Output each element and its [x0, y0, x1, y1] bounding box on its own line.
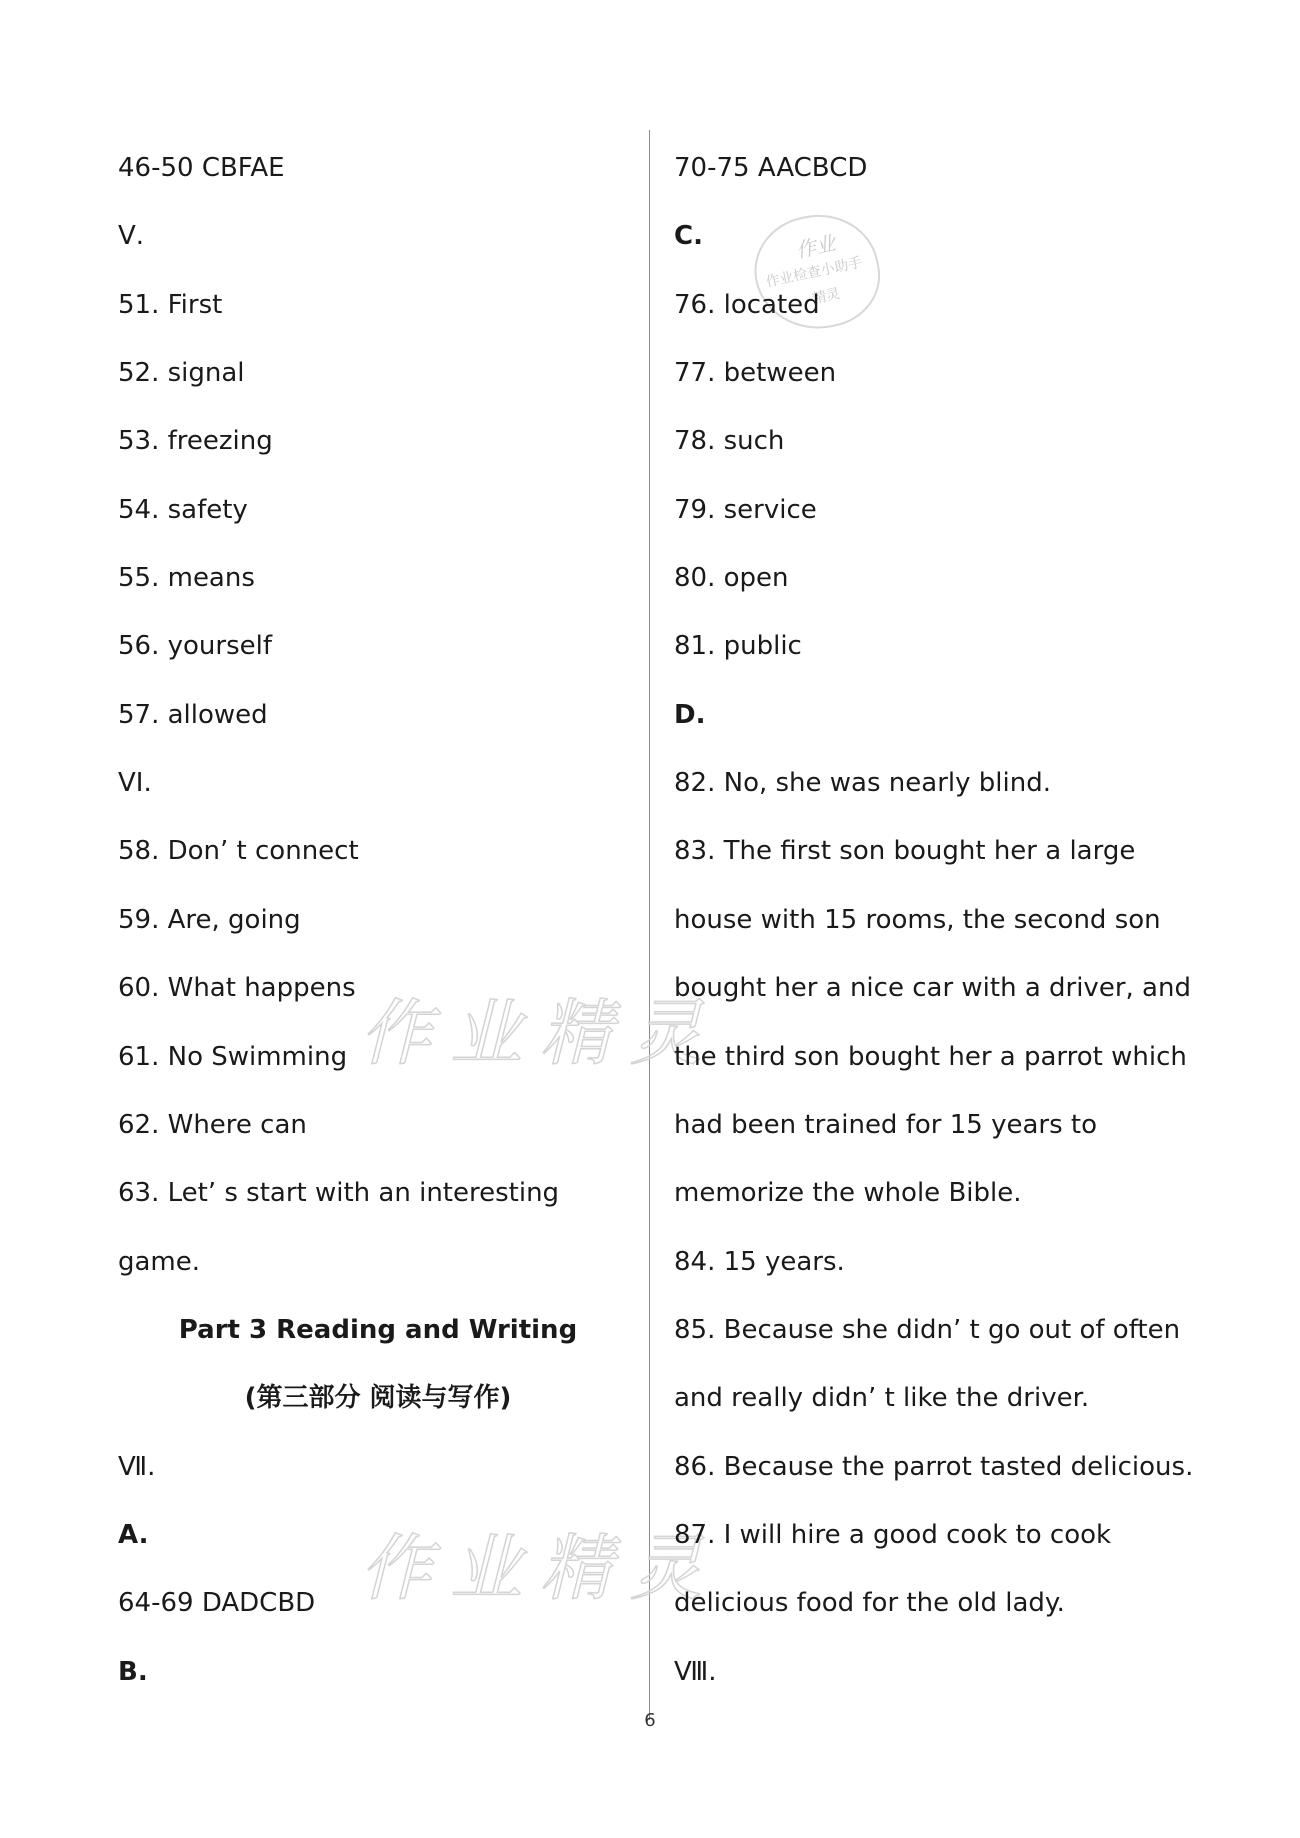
answer-line: 70-75 AACBCD: [674, 153, 868, 183]
answer-line-continued: the third son bought her a parrot which: [674, 1042, 1187, 1072]
answer-line: 86. Because the parrot tasted delicious.: [674, 1452, 1194, 1482]
answer-line: 58. Don’ t connect: [118, 836, 359, 866]
stamp-text-middle: 作业检查小助手: [764, 254, 864, 291]
answer-line: 76. located: [674, 290, 820, 320]
watermark-text: 作业精灵: [360, 991, 721, 1075]
answer-line: 77. between: [674, 358, 837, 388]
answer-line: 81. public: [674, 631, 802, 661]
watermark-text: 作业精灵: [360, 1526, 721, 1610]
answer-line-continued: delicious food for the old lady.: [674, 1588, 1065, 1618]
answer-line: 80. open: [674, 563, 789, 593]
section-label: Ⅷ.: [674, 1657, 717, 1687]
page-number: 6: [644, 1710, 656, 1731]
answer-line: 59. Are, going: [118, 905, 301, 935]
answer-line-continued: had been trained for 15 years to: [674, 1110, 1097, 1140]
answer-line: 60. What happens: [118, 973, 356, 1003]
stamp-text-bottom: 精灵: [810, 285, 842, 308]
part-subheading: (第三部分 阅读与写作): [244, 1383, 512, 1413]
answer-line: 83. The first son bought her a large: [674, 836, 1136, 866]
answer-line: 57. allowed: [118, 700, 268, 730]
answer-line: 56. yourself: [118, 631, 272, 661]
answer-line-continued: and really didn’ t like the driver.: [674, 1383, 1090, 1413]
answer-line-continued: bought her a nice car with a driver, and: [674, 973, 1191, 1003]
answer-line: 87. I will hire a good cook to cook: [674, 1520, 1112, 1550]
subsection-label: C.: [674, 221, 703, 251]
column-divider: [649, 130, 650, 1720]
section-label: Ⅴ.: [118, 221, 145, 251]
subsection-label: D.: [674, 700, 706, 730]
answer-line: 63. Let’ s start with an interesting: [118, 1178, 560, 1208]
answer-line-continued: house with 15 rooms, the second son: [674, 905, 1161, 935]
answer-line: 78. such: [674, 426, 785, 456]
answer-line-continued: memorize the whole Bible.: [674, 1178, 1022, 1208]
answer-line: 54. safety: [118, 495, 248, 525]
stamp-text-top: 作业: [793, 230, 838, 263]
answer-line: 46-50 CBFAE: [118, 153, 285, 183]
section-label: Ⅶ.: [118, 1452, 156, 1482]
section-label: VI.: [118, 768, 152, 798]
answer-line: 85. Because she didn’ t go out of often: [674, 1315, 1181, 1345]
answer-line: 62. Where can: [118, 1110, 307, 1140]
answer-line: 53. freezing: [118, 426, 273, 456]
answer-line: 51. First: [118, 290, 223, 320]
answer-line: 52. signal: [118, 358, 245, 388]
answer-line: 82. No, she was nearly blind.: [674, 768, 1051, 798]
subsection-label: A.: [118, 1520, 149, 1550]
answer-line-continued: game.: [118, 1247, 201, 1277]
subsection-label: B.: [118, 1657, 148, 1687]
answer-line: 55. means: [118, 563, 255, 593]
answer-line: 61. No Swimming: [118, 1042, 348, 1072]
answer-line: 64-69 DADCBD: [118, 1588, 316, 1618]
answer-line: 79. service: [674, 495, 817, 525]
part-heading: Part 3 Reading and Writing: [178, 1315, 578, 1345]
answer-line: 84. 15 years.: [674, 1247, 845, 1277]
